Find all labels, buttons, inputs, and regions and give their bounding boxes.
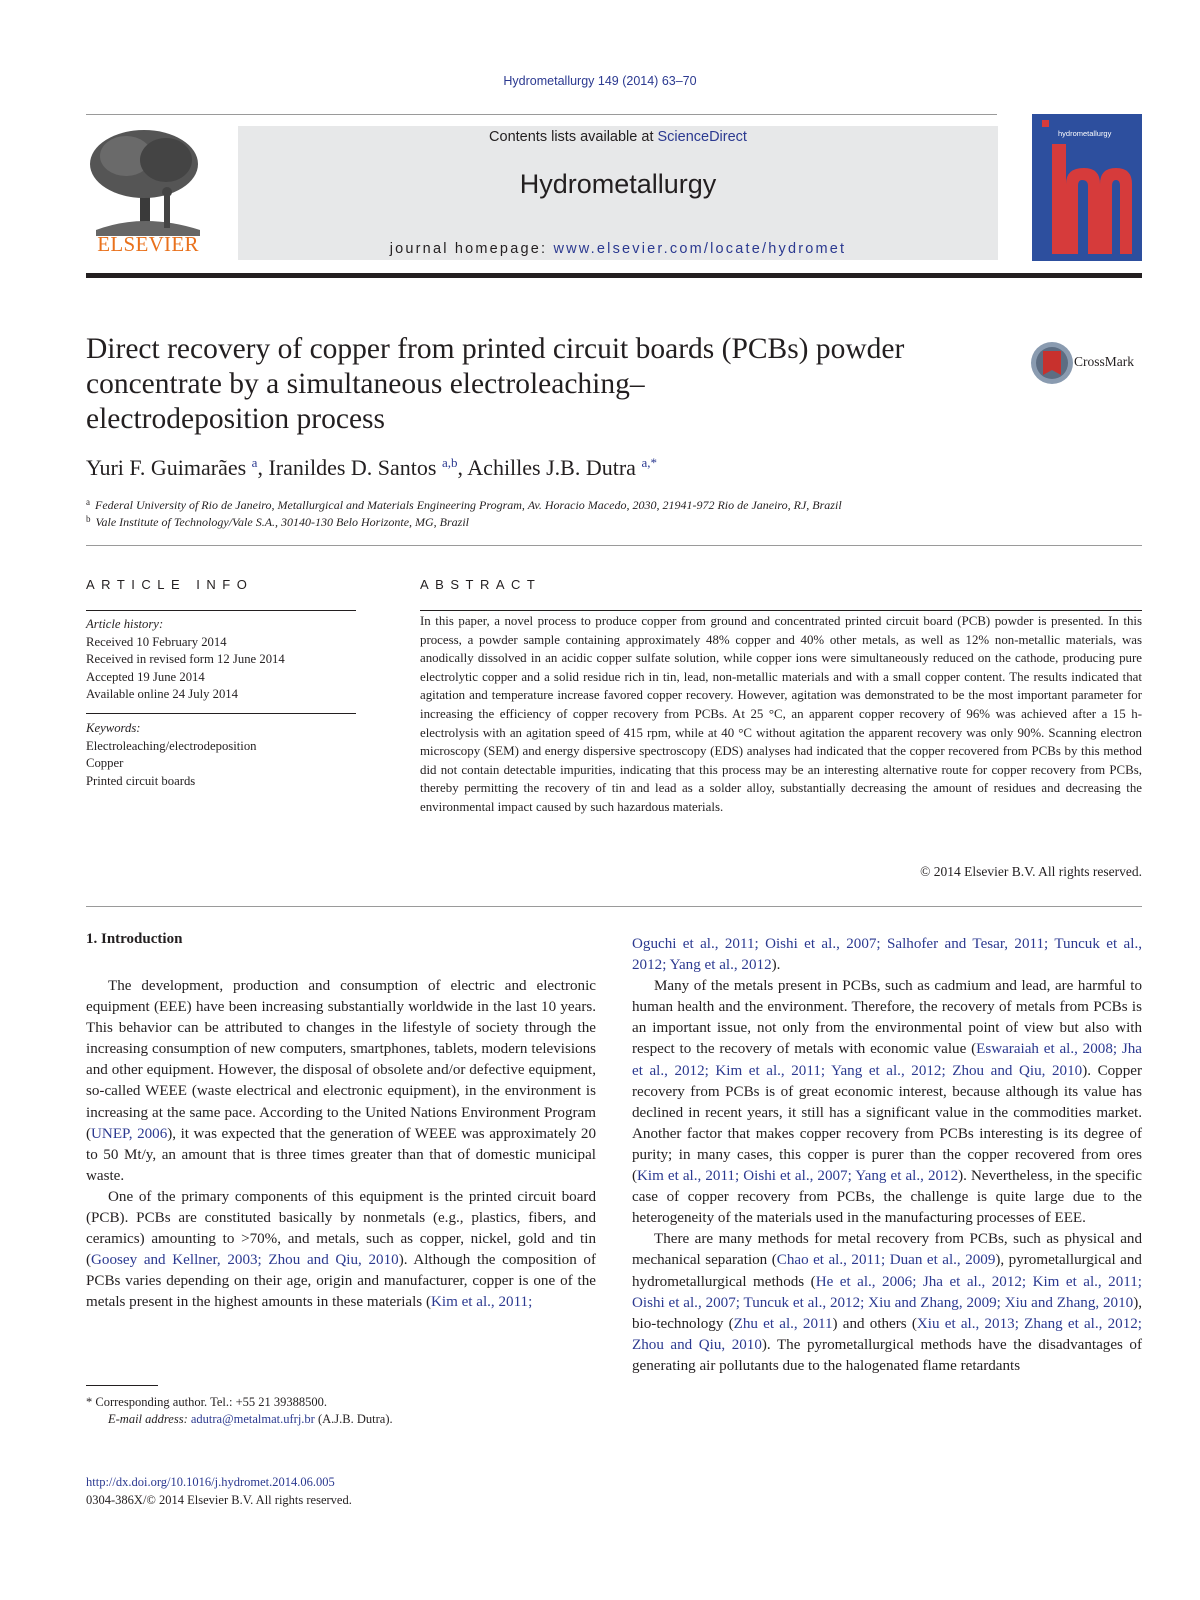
author-affil-marker[interactable]: a (251, 455, 258, 470)
journal-cover[interactable] (1032, 114, 1142, 261)
homepage-link[interactable]: www.elsevier.com/locate/hydromet (553, 241, 847, 257)
paragraph-text: There are many methods for metal recovery from PCBs, such as physical and mechanical separation ( (632, 1231, 1142, 1269)
keyword: Electroleaching/electrodeposition (86, 738, 257, 753)
citation-link[interactable]: Zhu et al., 2011 (733, 1315, 833, 1332)
header-thick-rule (86, 273, 1142, 278)
paragraph-text: Many of the metals present in PCBs, such as cadmium and lead, are harmful to human health and the environment. Therefore, the recovery of metals from PCBs is an important issue, not only from the environmental point of view but also with respect to the recovery of metals with economic value ( (632, 978, 1142, 1058)
citation-link[interactable]: Oguchi et al., 2011; Oishi et al., 2007; Salhofer and Tesar, 2011; Tuncuk et al., 2012; Yang et al., 2012 (632, 936, 1142, 974)
paragraph-text: ) and others ( (832, 1315, 917, 1332)
crossmark-icon (1030, 341, 1074, 385)
paragraph-text: ), bio-technology ( (632, 1294, 1142, 1332)
keyword: Printed circuit boards (86, 773, 196, 788)
email-label: E-mail address: (108, 1412, 191, 1426)
header-rule (86, 114, 997, 115)
history-item: Received in revised form 12 June 2014 (86, 652, 285, 667)
author-list: Yuri F. Guimarães $^a$, Iranildes D. Santos $^{a,b}$, Achilles J.B. Dutra $^{a,*}$ (86, 455, 657, 480)
corresponding-author: * Corresponding author. Tel.: +55 21 39388500. (86, 1395, 327, 1409)
affiliation-text: Vale Institute of Technology/Vale S.A., 30140-130 Belo Horizonte, MG, Brazil (95, 515, 470, 529)
article-title-line: electrodeposition process (86, 403, 386, 435)
author-affil-marker[interactable]: a,b (441, 455, 458, 470)
contents-label: Contents lists available at (489, 129, 658, 145)
cover-label: hydrometallurgy (1058, 129, 1112, 138)
affiliation (86, 514, 469, 530)
email-line (86, 1411, 393, 1428)
paragraph-text: ). Although the composition of PCBs varies depending on their age, origin and manufacturer, copper is one of the metals present in the highest amounts in these materials ( (86, 1252, 596, 1311)
author-name[interactable]: Iranildes D. Santos (268, 455, 437, 480)
keywords-label: Keywords: (86, 721, 141, 735)
citation-link[interactable]: He et al., 2006; Jha et al., 2012; Kim et al., 2011; Oishi et al., 2007; Tuncuk et al., 2012; Xiu and Zhang, 2009; Xiu and Zhang, 2010 (632, 1273, 1142, 1311)
contents-line (238, 129, 998, 145)
abstract-heading: ABSTRACT (420, 577, 542, 592)
history-label: Article history: (86, 617, 164, 631)
crossmark-label[interactable]: CrossMark (1074, 354, 1134, 369)
article-info-rule (86, 610, 356, 611)
sciencedirect-link[interactable]: ScienceDirect (657, 129, 747, 145)
paragraph-text: ), pyrometallurgical and hydrometallurgical methods ( (632, 1252, 1142, 1290)
affiliation-text: Federal University of Rio de Janeiro, Metallurgical and Materials Engineering Program, Av. Horacio Macedo, 2030, 21941-972 Rio de Janeiro, RJ, Brazil (95, 498, 842, 512)
paragraph-text: ). The pyrometallurgical methods have the disadvantages of generating air pollutants due to the halogenated flame retardants (632, 1336, 1143, 1374)
footer (86, 1474, 352, 1509)
footnote-rule (86, 1385, 158, 1386)
paragraph-text: The development, production and consumption of electric and electronic equipment (EEE) have been increasing substantially worldwide in the last 10 years. This behavior can be attributed to changes in the lifestyle of society through the increasing consumption of new computers, smartphones, tablets, modern televisions and other equipment. However, the disposal of obsolete and/or defective equipment, so-called WEEE (waste electrical and electronic equipment), in the environment is increasing at the same pace. According to the United Nations Environment Program ( (86, 978, 596, 1142)
journal-citation[interactable]: Hydrometallurgy 149 (2014) 63–70 (503, 74, 697, 88)
history-item: Accepted 19 June 2014 (86, 669, 205, 684)
author-name[interactable]: Achilles J.B. Dutra (467, 455, 636, 480)
section-rule (86, 906, 1142, 907)
article-title-line: Direct recovery of copper from printed circuit boards (PCBs) powder (86, 333, 905, 365)
affiliation (86, 497, 842, 513)
elsevier-wordmark: ELSEVIER (97, 232, 199, 256)
article-title-line: concentrate by a simultaneous electroleaching– (86, 368, 645, 400)
citation-link[interactable]: Goosey and Kellner, 2003; Zhou and Qiu, 2010 (91, 1252, 399, 1269)
paragraph (632, 1229, 1142, 1377)
journal-homepage (238, 241, 998, 257)
paragraph (632, 934, 1142, 976)
author-affil-marker[interactable]: a,* (641, 455, 657, 470)
keyword: Copper (86, 756, 124, 771)
issn-line: 0304-386X/© 2014 Elsevier B.V. All rights reserved. (86, 1492, 352, 1507)
paragraph (632, 976, 1142, 1229)
affiliation-marker: a (86, 497, 90, 507)
paragraph-text: ). (771, 957, 781, 974)
paragraph-text: ). Nevertheless, in the specific case of copper recovery from PCBs, the challenge is quite large due to the heterogeneity of the materials used in the manufacturing processes of EEE. (632, 1168, 1143, 1227)
citation-link[interactable]: Chao et al., 2011; Duan et al., 2009 (776, 1252, 996, 1269)
right-column (632, 934, 1142, 1377)
paragraph-text: One of the primary components of this equipment is the printed circuit board (PCB). PCBs are constituted basically by nonmetals (e.g., plastics, fibers, and ceramics) amounting to >70%, and metals, such as copper, nickel, gold and tin ( (86, 1188, 596, 1269)
abstract-text: In this paper, a novel process to produce copper from ground and concentrated printed circuit board (PCB) powder is presented. In this process, a powder sample containing approximately 48% copper and 40% other metals, as well as 12% non-metallic materials, was anodically dissolved in an acidic copper sulfate solution, while copper ions were simultaneously reduced on the cathode, producing pure electrolytic copper and a solid residue rich in tin, lead, non-metallic materials and with a small copper content. The results indicated that agitation and temperature increase favored copper recovery. However, agitation was demonstrated to be the most important parameter for increasing the efficiency of copper recovery from PCBs. At 25 °C, an apparent copper recovery of 96% was achieved after a 15 h-electrolysis with an agitation speed of 415 rpm, while at 40 °C without agitation the apparent recovery was only 90%. Scanning electron microscopy (SEM) and energy dispersive spectroscopy (EDS) analyses had indicated that the copper recovered from PCBs by this method did not contain detectable impurities, indicating that this process may be an interesting alternative route for copper recovery from PCBs, thereby permitting the recovery of tin and lead as a solder alloy, substantially decreasing the amount of residues and decreasing the environmental impact caused by such hazardous materials. (420, 614, 1142, 814)
author-name[interactable]: Yuri F. Guimarães (86, 455, 247, 480)
section-rule (86, 545, 1142, 546)
citation-link[interactable]: Kim et al., 2011; Oishi et al., 2007; Yang et al., 2012 (637, 1168, 959, 1185)
journal-title: Hydrometallurgy (519, 169, 717, 199)
email-link[interactable]: adutra@metalmat.ufrj.br (190, 1412, 315, 1426)
citation-link[interactable]: Eswaraiah et al., 2008; Jha et al., 2012; Kim et al., 2011; Yang et al., 2012; Zhou and Qiu, 2010 (632, 1041, 1142, 1079)
article-info-heading: ARTICLE INFO (86, 577, 254, 592)
citation-link[interactable]: UNEP, 2006 (91, 1125, 168, 1142)
paragraph (86, 1187, 596, 1314)
homepage-label: journal homepage: (389, 241, 554, 257)
email-suffix: (A.J.B. Dutra). (314, 1412, 393, 1426)
intro-heading: 1. Introduction (86, 931, 183, 947)
paragraph-text: ). Copper recovery from PCBs is of great economic interest, because although its value has declined in recent years, it still has a significant value in the commodities market. Another factor that makes copper recovery from PCBs interesting is its degree of purity; in many cases, this copper is purer than the copper recovered from ores ( (632, 1062, 1143, 1185)
left-column (86, 976, 596, 1314)
abstract-rule (420, 610, 1142, 611)
article-title (86, 332, 986, 437)
citation-link[interactable]: Kim et al., 2011; (430, 1294, 533, 1311)
paragraph-text: ), it was expected that the generation of WEEE was approximately 20 to 50 Mt/y, an amount that is three times greater than that of domestic municipal waste. (86, 1125, 596, 1184)
affiliation-marker: b (86, 514, 91, 524)
keywords (86, 720, 257, 790)
abstract-copyright: © 2014 Elsevier B.V. All rights reserved. (920, 864, 1142, 879)
history-item: Available online 24 July 2014 (86, 687, 238, 702)
keywords-rule (86, 713, 356, 714)
citation-link[interactable]: Xiu et al., 2013; Zhang et al., 2012; Zhou and Qiu, 2010 (632, 1315, 1143, 1353)
article-history (86, 616, 285, 704)
history-item: Received 10 February 2014 (86, 634, 227, 649)
elsevier-logo[interactable] (86, 126, 210, 262)
paragraph (86, 976, 596, 1187)
doi-link[interactable]: http://dx.doi.org/10.1016/j.hydromet.2014.06.005 (86, 1475, 335, 1489)
footnote (86, 1394, 393, 1428)
